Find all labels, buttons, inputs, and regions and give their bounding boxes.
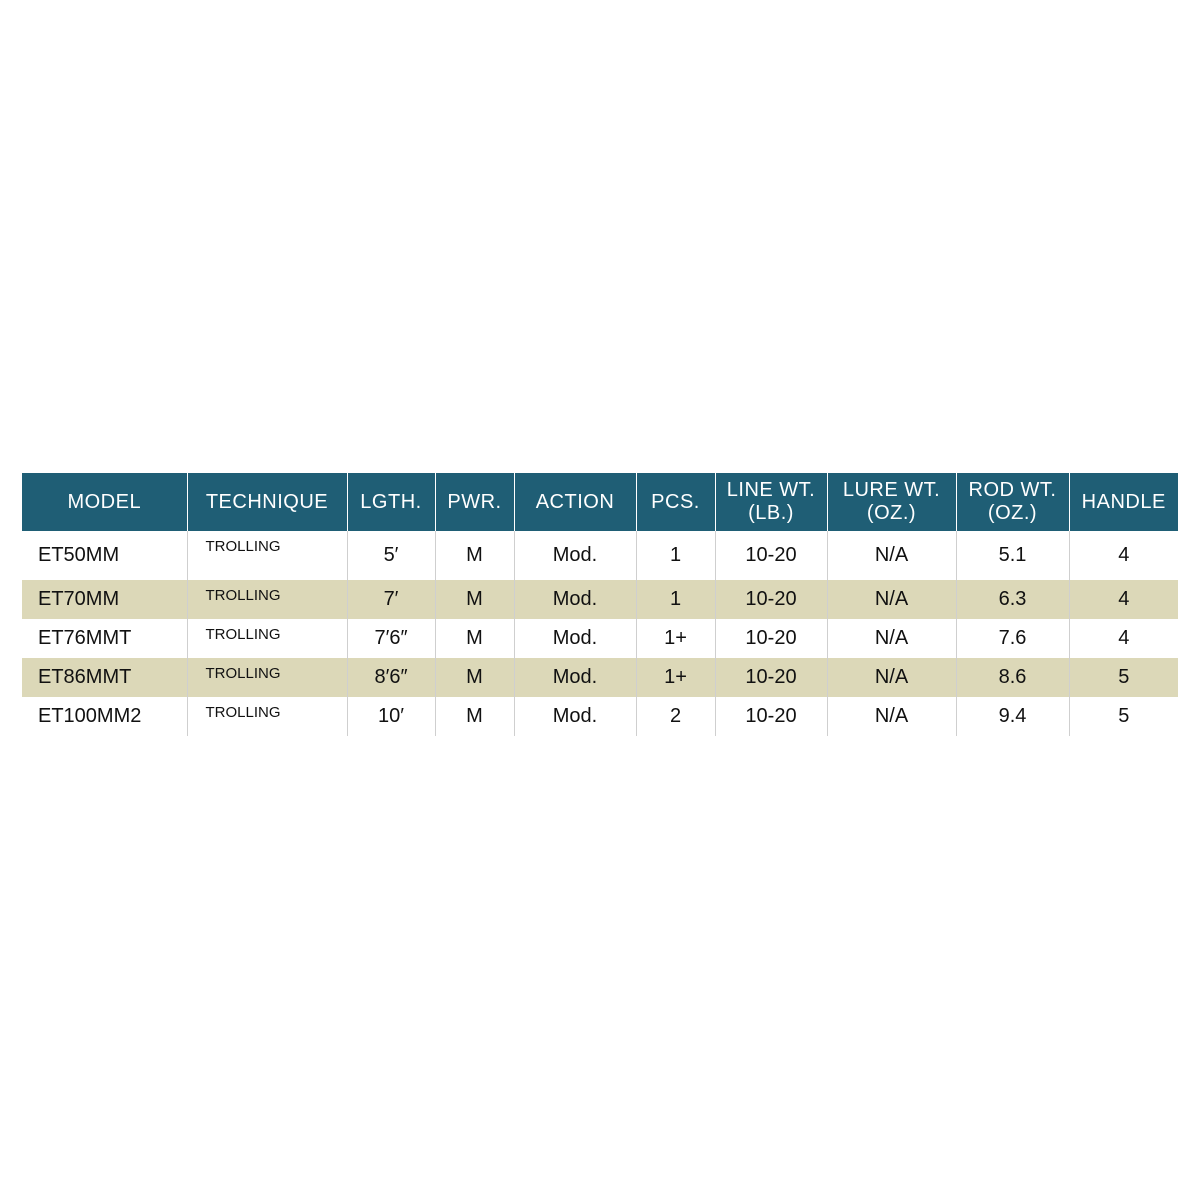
rod-spec-table <box>22 473 1178 736</box>
cell-technique: TROLLING <box>187 697 347 736</box>
cell-rod-weight: 7.6 <box>956 619 1069 658</box>
cell-power: M <box>435 619 514 658</box>
cell-action: Mod. <box>514 697 636 736</box>
cell-power: M <box>435 697 514 736</box>
cell-technique: TROLLING <box>187 619 347 658</box>
table-row <box>22 697 1178 736</box>
cell-rod-weight: 6.3 <box>956 580 1069 619</box>
cell-model: ET86MMT <box>22 658 187 697</box>
cell-power: M <box>435 658 514 697</box>
cell-lure-weight: N/A <box>827 580 956 619</box>
cell-line-weight: 10-20 <box>715 619 827 658</box>
table-row <box>22 619 1178 658</box>
cell-model: ET76MMT <box>22 619 187 658</box>
cell-power: M <box>435 531 514 580</box>
header-handle: HANDLE <box>1069 473 1178 531</box>
cell-line-weight: 10-20 <box>715 531 827 580</box>
header-model: MODEL <box>22 473 187 531</box>
cell-model: ET70MM <box>22 580 187 619</box>
cell-line-weight: 10-20 <box>715 697 827 736</box>
cell-power: M <box>435 580 514 619</box>
header-line-weight: LINE WT. (LB.) <box>715 473 827 531</box>
cell-length: 7′6″ <box>347 619 435 658</box>
cell-length: 7′ <box>347 580 435 619</box>
cell-rod-weight: 9.4 <box>956 697 1069 736</box>
cell-length: 8′6″ <box>347 658 435 697</box>
cell-pieces: 1 <box>636 531 715 580</box>
header-lure-weight: LURE WT. (OZ.) <box>827 473 956 531</box>
cell-lure-weight: N/A <box>827 697 956 736</box>
header-rod-weight: ROD WT. (OZ.) <box>956 473 1069 531</box>
header-row <box>22 473 1178 531</box>
cell-model: ET100MM2 <box>22 697 187 736</box>
cell-length: 5′ <box>347 531 435 580</box>
cell-lure-weight: N/A <box>827 619 956 658</box>
cell-action: Mod. <box>514 658 636 697</box>
header-length: LGTH. <box>347 473 435 531</box>
cell-handle: 4 <box>1069 580 1178 619</box>
cell-pieces: 1 <box>636 580 715 619</box>
cell-line-weight: 10-20 <box>715 580 827 619</box>
cell-pieces: 1+ <box>636 658 715 697</box>
cell-line-weight: 10-20 <box>715 658 827 697</box>
cell-handle: 4 <box>1118 627 1130 649</box>
cell-rod-weight: 5.1 <box>956 531 1069 580</box>
cell-pieces: 2 <box>636 697 715 736</box>
header-action: ACTION <box>514 473 636 531</box>
header-pieces: PCS. <box>636 473 715 531</box>
cell-rod-weight: 8.6 <box>956 658 1069 697</box>
cell-pieces: 1+ <box>636 619 715 658</box>
header-power: PWR. <box>435 473 514 531</box>
cell-handle: 5 <box>1069 658 1178 697</box>
cell-handle: 4 <box>1118 544 1130 566</box>
cell-handle: 5 <box>1118 705 1130 727</box>
cell-technique: TROLLING <box>187 580 347 619</box>
cell-technique: TROLLING <box>187 531 347 580</box>
cell-technique: TROLLING <box>187 658 347 697</box>
table-row <box>22 658 1178 697</box>
cell-action: Mod. <box>514 580 636 619</box>
header-technique: TECHNIQUE <box>187 473 347 531</box>
cell-length: 10′ <box>347 697 435 736</box>
cell-model: ET50MM <box>22 531 187 580</box>
table-row <box>22 531 1178 580</box>
cell-lure-weight: N/A <box>827 658 956 697</box>
cell-action: Mod. <box>514 531 636 580</box>
cell-action: Mod. <box>514 619 636 658</box>
cell-lure-weight: N/A <box>827 531 956 580</box>
table-row <box>22 580 1178 619</box>
